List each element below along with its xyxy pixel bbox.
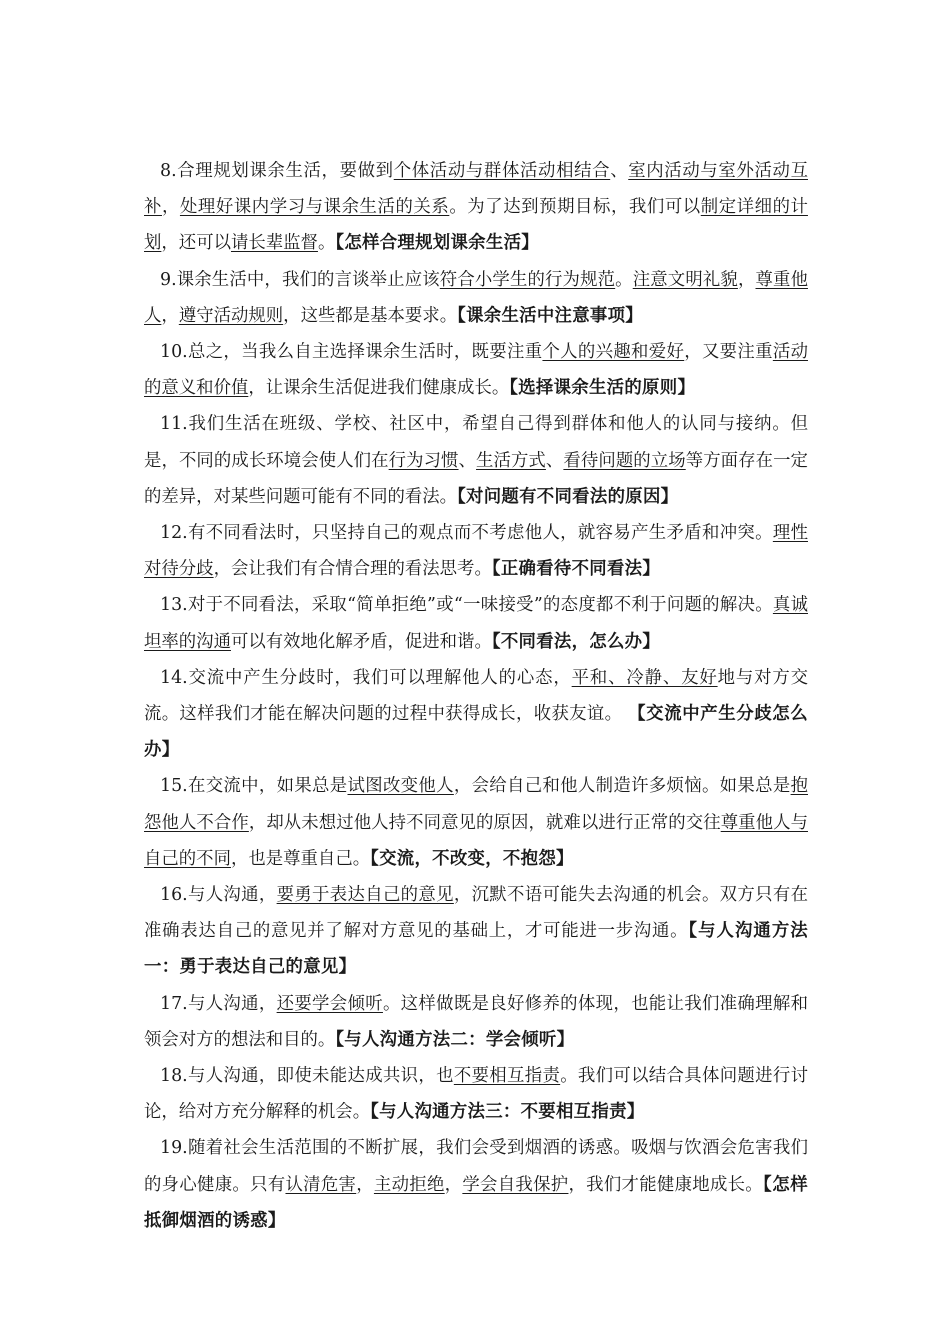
paragraph-text: ，这些都是基本要求。	[283, 305, 458, 326]
paragraph-text: 地与对方交流。这样我们才能在解决问题的过程中获得成长，收获友谊。	[144, 667, 808, 725]
paragraph-text: 17.与人沟通，	[160, 993, 277, 1014]
paragraph-19	[144, 1130, 808, 1239]
bold-topic-tag: 【不同看法，怎么办】	[491, 631, 661, 652]
underlined-key-phrase: 生活方式	[476, 450, 546, 471]
paragraph-text: 15.在交流中，如果总是	[160, 776, 348, 797]
paragraph-text: 、	[545, 450, 564, 471]
bold-topic-tag: 【对问题有不同看法的原因】	[457, 486, 679, 507]
underlined-key-phrase: 主动拒绝	[373, 1174, 445, 1195]
underlined-key-phrase: 真诚坦率的沟通	[144, 595, 808, 652]
paragraph-text: ，会让我们有合情合理的看法思考。	[213, 559, 492, 580]
bold-topic-tag: 【与人沟通方法三：不要相互指责】	[370, 1102, 645, 1123]
underlined-key-phrase: 处理好课内学习与课余生活的关系	[179, 197, 450, 218]
underlined-key-phrase: 请长辈监督	[230, 233, 318, 254]
paragraph-16	[144, 877, 808, 986]
paragraph-text: ，我们才能健康地成长。	[568, 1174, 763, 1195]
paragraph-text: 、	[610, 161, 629, 181]
bold-topic-tag: 【怎样抵御烟酒的诱惑】	[144, 1174, 808, 1231]
paragraph-text: 19.随着社会生活范围的不断扩展，我们会受到烟酒的诱惑。吸烟与饮酒会危害我们的身心健康。只有	[144, 1138, 808, 1195]
paragraph-text: 。我们可以结合具体问题进行讨论，给对方充分解释的机会。	[144, 1066, 808, 1123]
paragraph-17	[144, 986, 808, 1058]
underlined-key-phrase: 要勇于表达自己的意见	[276, 885, 454, 906]
underlined-key-phrase: 尊重他人	[144, 269, 808, 326]
paragraph-text: 10.总之，当我么自主选择课余生活时，既要注重	[160, 342, 543, 363]
document-body	[144, 153, 808, 1239]
bold-topic-tag: 【选择课余生活的原则】	[509, 378, 696, 399]
paragraph-8	[144, 153, 808, 262]
underlined-key-phrase: 学会自我保护	[462, 1174, 569, 1195]
paragraph-10	[144, 334, 808, 406]
paragraph-text: 可以有效地化解矛盾，促进和谐。	[230, 631, 492, 652]
paragraph-text: 。	[615, 269, 633, 290]
paragraph-text: ，	[356, 1174, 374, 1195]
paragraph-text: ，沉默不语可能失去沟通的机会。双方只有在准确表达自己的意见并了解对方意见的基础上，才可能进一步沟通。	[144, 885, 808, 942]
paragraph-text: ，会给自己和他人制造许多烦恼。如果总是	[453, 776, 791, 797]
paragraph-text: 14.交流中产生分歧时，我们可以理解他人的心态，	[160, 667, 572, 688]
paragraph-text: 8.合理规划课余生活，要做到	[160, 161, 394, 181]
underlined-key-phrase: 室内活动与室外活动互补	[144, 161, 808, 218]
underlined-key-phrase: 看待问题的立场	[563, 450, 686, 471]
bold-topic-tag: 【正确看待不同看法】	[491, 559, 661, 580]
underlined-key-phrase: 制定详细的计划	[144, 197, 808, 254]
underlined-key-phrase: 抱怨他人不合作	[144, 776, 808, 833]
bold-topic-tag: 【课余生活中注意事项】	[457, 305, 643, 326]
underlined-key-phrase: 个人的兴趣和爱好	[542, 342, 685, 363]
underlined-key-phrase: 认清危害	[285, 1174, 357, 1195]
underlined-key-phrase: 还要学会倾听	[276, 993, 383, 1014]
paragraph-text: ，又要注重	[684, 342, 773, 363]
paragraph-text: 、	[458, 450, 477, 471]
paragraph-text: 11.我们生活在班级、学校、社区中，希望自己得到群体和他人的认同与接纳。但是，不同的成长环境会使人们在	[144, 414, 808, 471]
underlined-key-phrase: 活动的意义和价值	[144, 342, 808, 399]
paragraph-text: ，让课余生活促进我们健康成长。	[248, 378, 510, 399]
paragraph-14	[144, 660, 808, 769]
bold-topic-tag: 【与人沟通方法一：勇于表达自己的意见】	[144, 921, 808, 978]
bold-topic-tag: 【怎样合理规划课余生活】	[335, 233, 539, 254]
underlined-key-phrase: 试图改变他人	[347, 776, 454, 797]
paragraph-text: 12.有不同看法时，只坚持自己的观点而不考虑他人，就容易产生矛盾和冲突。	[160, 523, 773, 544]
paragraph-13	[144, 587, 808, 659]
paragraph-text: 9.课余生活中，我们的言谈举止应该	[160, 269, 440, 290]
underlined-key-phrase: 不要相互指责	[453, 1066, 561, 1087]
bold-topic-tag: 【与人沟通方法二：学会倾听】	[335, 1029, 575, 1050]
underlined-key-phrase: 尊重他人与自己的不同	[144, 812, 808, 869]
paragraph-text: ，	[161, 305, 179, 326]
paragraph-text: 16.与人沟通，	[160, 885, 277, 906]
bold-topic-tag: 【交流，不改变，不抱怨】	[370, 848, 574, 869]
bold-topic-tag: 【交流中产生分歧怎么办】	[144, 704, 808, 761]
paragraph-9	[144, 262, 808, 334]
paragraph-text: 13.对于不同看法，采取“简单拒绝”或“一味接受”的态度都不利于问题的解决。	[160, 595, 773, 616]
paragraph-text: ，	[161, 197, 180, 218]
underlined-key-phrase: 平和、冷静、友好	[571, 667, 718, 688]
underlined-key-phrase: 理性对待分歧	[144, 523, 808, 580]
paragraph-text: 等方面存在一定的差异，对某些问题可能有不同的看法。	[144, 450, 808, 507]
paragraph-text: 18.与人沟通，即使未能达成共识，也	[160, 1066, 454, 1087]
paragraph-text: 。为了达到预期目标，我们可以	[449, 197, 701, 218]
paragraph-text: ，也是尊重自己。	[230, 848, 371, 869]
paragraph-text: ，	[444, 1174, 463, 1195]
paragraph-11	[144, 406, 808, 515]
underlined-key-phrase: 注意文明礼貌	[632, 269, 738, 290]
paragraph-text: ，却从未想过他人持不同意见的原因，就难以进行正常的交往	[248, 812, 721, 833]
underlined-key-phrase: 符合小学生的行为规范	[439, 269, 616, 290]
underlined-key-phrase: 行为习惯	[388, 450, 459, 471]
paragraph-18	[144, 1058, 808, 1130]
paragraph-text: ，	[737, 269, 756, 290]
paragraph-text: 。	[317, 233, 336, 254]
paragraph-text: 。这样做既是良好修养的体现，也能让我们准确理解和领会对方的想法和目的。	[144, 993, 808, 1050]
underlined-key-phrase: 个体活动与群体活动相结合	[393, 161, 611, 181]
underlined-key-phrase: 遵守活动规则	[178, 305, 284, 326]
paragraph-12	[144, 515, 808, 587]
paragraph-text: ，还可以	[161, 233, 231, 254]
paragraph-15	[144, 768, 808, 877]
